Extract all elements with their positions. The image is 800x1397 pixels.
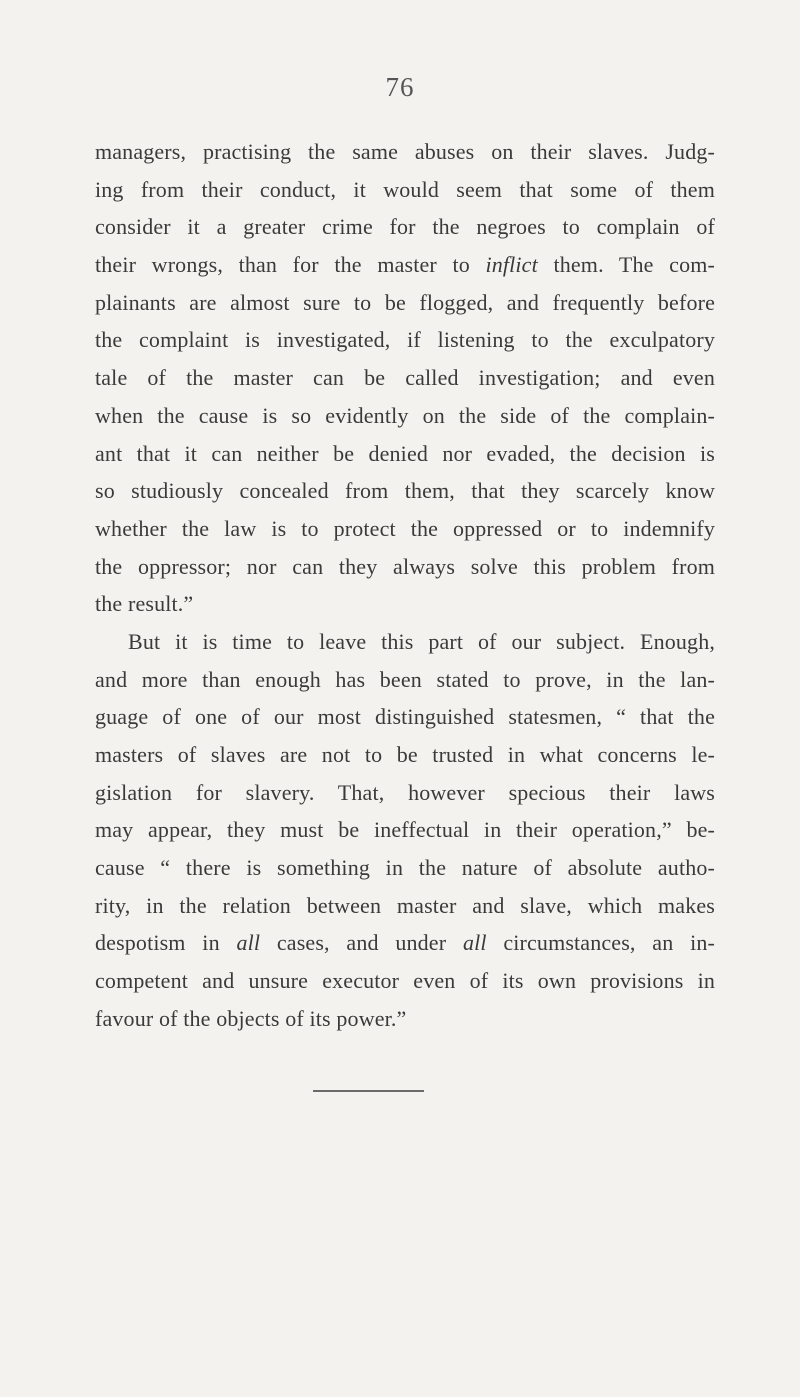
text-line: managers, practising the same abuses on their slaves. Judg- [95,139,715,164]
text-line: ant that it can neither be denied nor evaded, the decision is [95,440,715,466]
text-line [95,924,715,962]
italic-word: all [462,930,487,956]
text-line: and more than enough has been stated to prove, in the lan- [95,666,715,692]
text-line: tale of the master can be called investigation; and even [95,365,715,391]
text-line: favour of the objects of its power.” [95,1005,407,1031]
text-run: them. The com- [537,252,715,278]
text-line: when the cause is so evidently on the side of the complain- [95,402,715,428]
text-line: consider it a greater crime for the negroes to complain of [95,214,715,240]
text-line: gislation for slavery. That, however specious their laws [95,779,715,805]
text-line [95,246,715,284]
text-line: rity, in the relation between master and slave, which makes [95,892,715,918]
body-text [95,133,715,1038]
text-line: competent and unsure executor even of its own provisions in [95,968,715,994]
text-line: masters of slaves are not to be trusted in what concerns le- [95,742,715,767]
text-run: their wrongs, than for the master to [95,252,486,278]
text-line: the oppressor; nor can they always solve this problem from [95,553,715,579]
text-line: cause “ there is something in the nature of absolute autho- [95,855,715,881]
text-line: the result.” [95,591,194,617]
text-line: may appear, they must be ineffectual in their operation,” be- [95,817,715,843]
italic-word: inflict [485,252,538,278]
text-line: guage of one of our most distinguished statesmen, “ that the [95,704,715,730]
text-line: plainants are almost sure to be flogged, and frequently before [95,289,715,315]
italic-word: all [236,930,261,956]
paragraph-start-line: But it is time to leave this part of our subject. Enough, [128,628,715,654]
text-line: the complaint is investigated, if listening to the exculpatory [95,327,715,353]
text-line: whether the law is to protect the oppressed or to indemnify [95,515,715,541]
text-line: so studiously concealed from them, that they scarcely know [95,478,715,504]
text-run: circumstances, an in- [486,930,715,956]
page-number: 76 [385,72,415,102]
section-divider [313,1090,424,1092]
text-run: cases, and under [260,930,463,956]
text-run: despotism in [95,930,237,956]
text-line: ing from their conduct, it would seem that some of them [95,176,715,202]
